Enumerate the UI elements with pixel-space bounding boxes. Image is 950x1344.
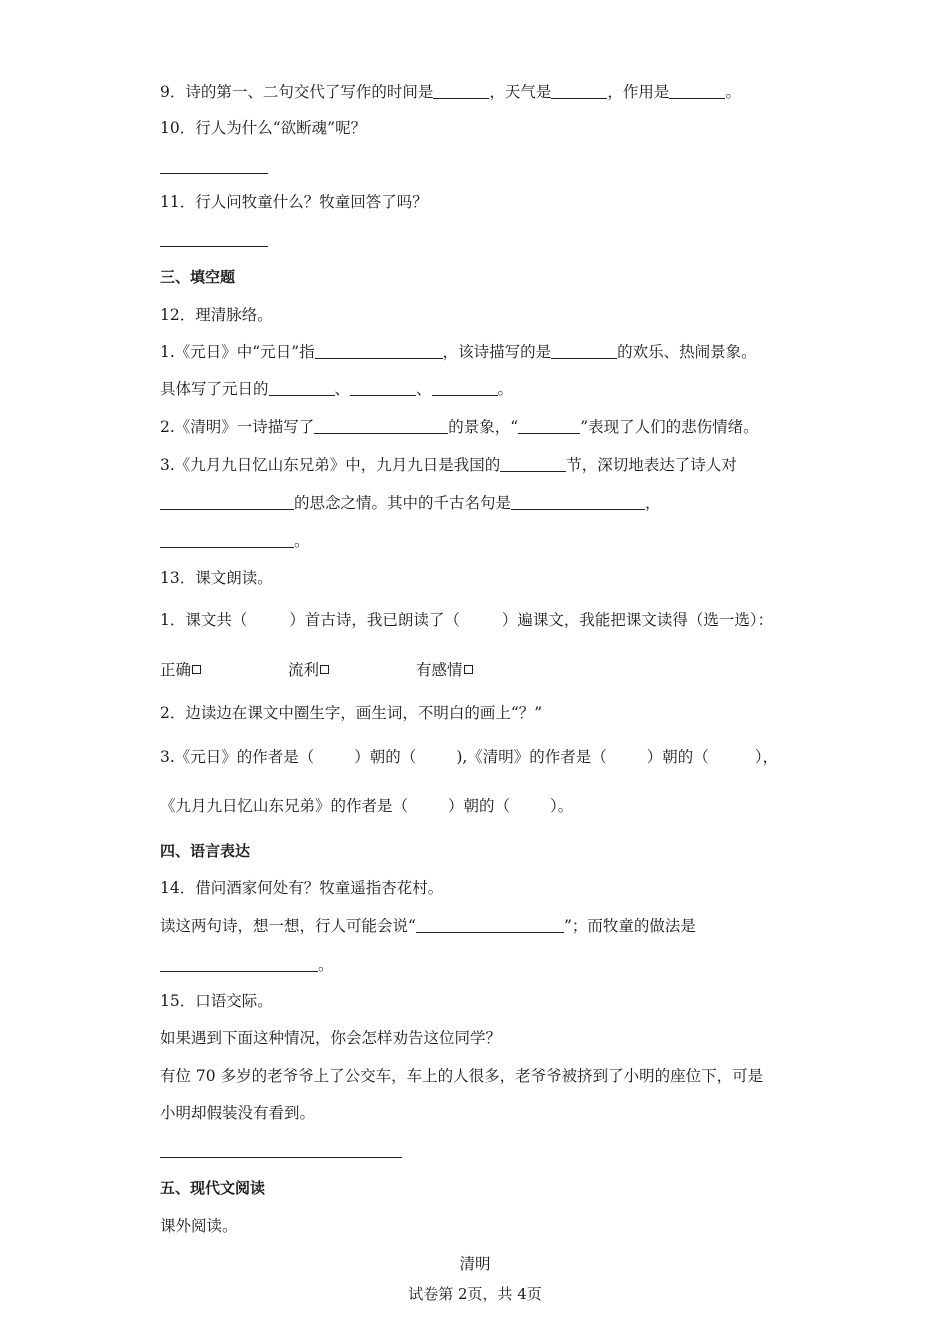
answer-line-q15[interactable]: [160, 1157, 402, 1158]
question-10: 10．行人为什么“欲断魂”呢？: [160, 119, 367, 137]
q13-options: [160, 660, 463, 680]
blank-effect[interactable]: [669, 83, 725, 99]
blank-festival[interactable]: [500, 456, 566, 472]
q14-line-1: 读这两句诗，想一想，行人可能会说“ ”；而牧童的做法是: [160, 917, 696, 935]
answer-line-q10[interactable]: [160, 173, 268, 174]
question-11: 11．行人问牧童什么？牧童回答了吗？: [160, 193, 428, 211]
question-9: [160, 82, 741, 102]
q12-line-2: 具体写了元日的 、 、 。: [160, 380, 514, 398]
q13-line-2: 2．边读边在课文中圈生字，画生词，不明白的画上“？”: [160, 704, 543, 722]
option-emotional[interactable]: 有感情: [416, 660, 473, 680]
section-5-title: 五、现代文阅读: [160, 1179, 266, 1197]
blank-time[interactable]: [433, 83, 489, 99]
question-12-title: 12．理清脉络。: [160, 306, 273, 324]
section-4-title: 四、语言表达: [160, 842, 251, 860]
section-3-title: 三、填空题: [160, 268, 236, 286]
blank-qingming-quote[interactable]: [518, 418, 580, 434]
blank-yuanri-3[interactable]: [432, 380, 498, 396]
q12-line-4: 3.《九月九日忆山东兄弟》中，九月九日是我国的 节，深切地表达了诗人对: [160, 456, 737, 474]
question-13-title: 13．课文朗读。: [160, 569, 273, 587]
blank-shepherd-action[interactable]: [160, 956, 318, 972]
blank-traveler-words[interactable]: [416, 917, 564, 933]
checkbox-icon: [320, 665, 329, 674]
question-15-title: 15．口语交际。: [160, 992, 273, 1010]
checkbox-icon: [192, 665, 201, 674]
blank-yuanri-1[interactable]: [269, 380, 335, 396]
q12-line-3: 2.《清明》一诗描写了 的景象，“ ”表现了人们的悲伤情绪。: [160, 418, 759, 436]
q13-line-4: 《九月九日忆山东兄弟》的作者是（ ）朝的（ ）。: [160, 797, 574, 815]
blank-yuanri-2[interactable]: [350, 380, 416, 396]
question-14-title: 14．借问酒家何处有？牧童遥指杏花村。: [160, 879, 444, 897]
q13-line-1: 1．课文共（ ）首古诗，我已朗读了（ ）遍课文，我能把课文读得（选一选）：: [160, 611, 774, 629]
blank-missed-person[interactable]: [160, 494, 294, 510]
q13-line-3: 3.《元日》的作者是（ ）朝的（ ),《清明》的作者是（ ）朝的（ ），: [160, 748, 779, 766]
checkbox-icon: [464, 665, 473, 674]
q15-line-2: 有位 70 多岁的老爷爷上了公交车，车上的人很多，老爷爷被挤到了小明的座位下，可是: [160, 1067, 764, 1085]
reading-intro: 课外阅读。: [160, 1217, 238, 1235]
q14-line-2: 。: [160, 955, 334, 975]
blank-yuanri-meaning[interactable]: [315, 343, 443, 359]
poem-title: 清明: [459, 1255, 491, 1273]
q9-text-1: 9．诗的第一、二句交代了写作的时间是: [160, 83, 434, 101]
answer-line-q11[interactable]: [160, 246, 268, 247]
q15-line-1: 如果遇到下面这种情况，你会怎样劝告这位同学？: [160, 1029, 502, 1047]
blank-yuanri-scene[interactable]: [551, 343, 617, 359]
blank-famous-line-1[interactable]: [511, 494, 645, 510]
blank-famous-line-2[interactable]: [160, 532, 294, 548]
option-fluent[interactable]: 流利: [288, 660, 329, 680]
q12-line-5: 的思念之情。其中的千古名句是 ，: [160, 493, 661, 513]
page-footer: 试卷第 2页，共 4页: [408, 1285, 542, 1303]
blank-weather[interactable]: [551, 83, 607, 99]
q12-line-6: 。: [160, 531, 310, 551]
option-correct[interactable]: 正确: [160, 661, 201, 679]
q9-text-3: ，作用是: [607, 83, 670, 101]
q9-text-2: ，天气是: [489, 83, 552, 101]
blank-qingming-scene[interactable]: [314, 418, 448, 434]
q12-line-1: 1.《元日》中“元日”指 ，该诗描写的是 的欢乐、热闹景象。: [160, 343, 757, 361]
q9-text-4: 。: [725, 83, 741, 101]
q15-line-3: 小明却假装没有看到。: [160, 1104, 316, 1122]
